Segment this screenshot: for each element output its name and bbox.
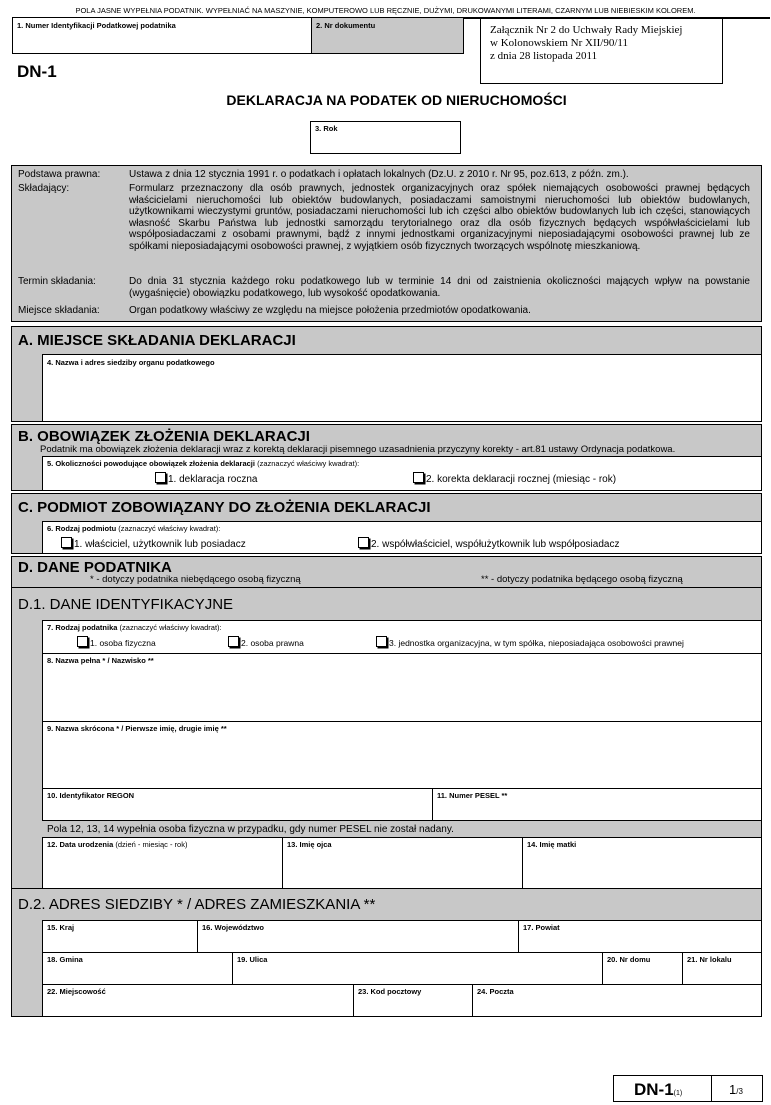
legal-basis-text: Ustawa z dnia 12 stycznia 1991 r. o podatkach i opłatach lokalnych (Dz.U. z 2010 r. Nr 95, poz.613, z późn. zm.). (129, 169, 629, 180)
page-number: 1/3 (729, 1082, 743, 1097)
pesel-label: 11. Numer PESEL ** (437, 791, 508, 800)
postal-code-label: 23. Kod pocztowy (358, 987, 422, 996)
entity-type-label: 6. Rodzaj podmiotu (zaznaczyć właściwy kwadrat): (47, 524, 221, 533)
pesel-field[interactable] (432, 788, 762, 821)
section-a (11, 326, 762, 422)
document-number-label: 2. Nr dokumentu (316, 21, 376, 30)
checkbox-icon[interactable] (376, 636, 387, 647)
regon-field[interactable] (42, 788, 433, 821)
tax-office-label: 4. Nazwa i adres siedziby organu podatkowego (47, 358, 215, 367)
divider (12, 587, 761, 588)
divider (12, 888, 761, 889)
section-b-title: B. OBOWIĄZEK ZŁOŻENIA DEKLARACJI (18, 428, 310, 445)
nip-label: 1. Numer Identyfikacji Podatkowej podatnika (17, 21, 176, 30)
nip-field[interactable] (12, 17, 312, 54)
full-name-label: 8. Nazwa pełna * / Nazwisko ** (47, 656, 154, 665)
checkbox-icon[interactable] (358, 537, 369, 548)
street-label: 19. Ulica (237, 955, 268, 964)
apartment-number-label: 21. Nr lokalu (687, 955, 732, 964)
father-name-field[interactable] (282, 837, 523, 889)
form-code: DN-1 (17, 62, 57, 81)
house-number-label: 20. Nr domu (607, 955, 651, 964)
attachment-box (480, 17, 723, 84)
checkbox-icon[interactable] (77, 636, 88, 647)
city-field[interactable] (42, 984, 354, 1017)
commune-label: 18. Gmina (47, 955, 83, 964)
annual-declaration-option[interactable]: 1. deklaracja roczna (155, 472, 258, 485)
checkbox-icon[interactable] (155, 472, 166, 483)
commune-field[interactable] (42, 952, 233, 985)
attachment-line-3: z dnia 28 listopada 2011 (490, 50, 598, 62)
filing-place-label: Miejsce składania: (18, 305, 100, 316)
page-number-box (711, 1075, 763, 1102)
father-name-label: 13. Imię ojca (287, 840, 332, 849)
document-number-field (311, 17, 464, 54)
section-c-title: C. PODMIOT ZOBOWIĄZANY DO ZŁOŻENIA DEKLARACJI (18, 499, 431, 516)
street-field[interactable] (232, 952, 603, 985)
filing-place-text: Organ podatkowy właściwy ze względu na miejsce położenia przedmiotów opodatkowania. (129, 305, 531, 316)
checkbox-icon[interactable] (228, 636, 239, 647)
deadline-label: Termin składania: (18, 276, 96, 287)
post-office-field[interactable] (472, 984, 762, 1017)
country-label: 15. Kraj (47, 923, 75, 932)
d1-title: D.1. DANE IDENTYFIKACYJNE (18, 596, 234, 613)
year-field[interactable] (310, 121, 461, 154)
birth-date-field[interactable] (42, 837, 283, 889)
fill-instruction: POLA JASNE WYPEŁNIA PODATNIK. WYPEŁNIAĆ NA MASZYNIE, KOMPUTEROWO LUB RĘCZNIE, DUŻYMI, DRUKOWANYMI LITERAMI, CZARNYM LUB NIEBIESKIM KOLOREM. (75, 6, 696, 15)
short-name-field[interactable] (42, 721, 762, 789)
voivodeship-field[interactable] (197, 920, 519, 953)
section-d-title: D. DANE PODATNIKA (18, 559, 172, 576)
entity-type-field (42, 521, 762, 554)
country-field[interactable] (42, 920, 198, 953)
filer-text: Formularz przeznaczony dla osób prawnych, jednostek organizacyjnych oraz spółek niemających osobowości prawnej będących właścicielami nieruchomości lub obiektów budowlanych, posiadaczami samoistnymi nieruchomości lub obiektów budowlanych, użytkownikami wieczystymi gruntów, posiadaczami nieruchomości lub ich części albo obiektów budowlanych lub ich części, stanowiących własność Skarbu Państwa lub jednostki samorządu terytorialnego oraz dla osób fizycznych będących współwłaścicielami lub współposiadaczami z osobami prawnymi, bądź z innymi jednostkami organizacyjnymi nieposiadającymi osobowości prawnej lub ze spółkami nieposiadającymi osobowości prawnej, z wyjątkiem osób fizycznych tworzących wspólnotę mieszkaniową. (129, 183, 750, 252)
city-label: 22. Miejscowość (47, 987, 106, 996)
checkbox-icon[interactable] (413, 472, 424, 483)
taxpayer-type-field (42, 620, 762, 654)
correction-option[interactable]: 2. korekta deklaracji rocznej (miesiąc - rok) (413, 472, 616, 485)
filer-label: Składający: (18, 183, 70, 194)
full-name-field[interactable] (42, 653, 762, 722)
section-b-note: Podatnik ma obowiązek złożenia deklaracji wraz z korektą deklaracji pisemnego uzasadnienia przyczyny korekty - art.81 ustawy Ordynacja podatkowa. (40, 444, 676, 455)
section-c (11, 493, 762, 554)
pesel-note: Pola 12, 13, 14 wypełnia osoba fizyczna w przypadku, gdy numer PESEL nie został nadany. (47, 824, 454, 835)
section-a-title: A. MIEJSCE SKŁADANIA DEKLARACJI (18, 332, 296, 349)
organizational-unit-option[interactable]: 3. jednostka organizacyjna, w tym spółka, nieposiadająca osobowości prawnej (376, 636, 684, 648)
footer-form-code: DN-1(1) (634, 1080, 683, 1099)
regon-label: 10. Identyfikator REGON (47, 791, 135, 800)
attachment-line-2: w Kolonowskiem Nr XII/90/11 (490, 37, 628, 49)
section-b (11, 424, 762, 491)
natural-person-option[interactable]: 1. osoba fizyczna (77, 636, 156, 648)
apartment-number-field[interactable] (682, 952, 762, 985)
obligation-field (42, 456, 762, 491)
legal-basis-label: Podstawa prawna: (18, 169, 101, 180)
d2-title: D.2. ADRES SIEDZIBY * / ADRES ZAMIESZKANIA ** (18, 896, 376, 913)
voivodeship-label: 16. Województwo (202, 923, 264, 932)
obligation-label: 5. Okoliczności powodujące obowiązek złożenia deklaracji (zaznaczyć właściwy kwadrat): (47, 459, 360, 468)
owner-option[interactable]: 1. właściciel, użytkownik lub posiadacz (61, 537, 246, 550)
attachment-underline (464, 17, 770, 19)
checkbox-icon[interactable] (61, 537, 72, 548)
short-name-label: 9. Nazwa skrócona * / Pierwsze imię, drugie imię ** (47, 724, 227, 733)
mother-name-label: 14. Imię matki (527, 840, 577, 849)
attachment-line-1: Załącznik Nr 2 do Uchwały Rady Miejskiej (490, 24, 683, 36)
post-office-label: 24. Poczta (477, 987, 514, 996)
info-block (11, 165, 762, 322)
tax-office-field[interactable] (42, 354, 762, 422)
co-owner-option[interactable]: 2. współwłaściciel, współużytkownik lub współposiadacz (358, 537, 619, 550)
house-number-field[interactable] (602, 952, 683, 985)
birth-date-label: 12. Data urodzenia (dzień - miesiąc - rok) (47, 840, 188, 849)
county-label: 17. Powiat (523, 923, 560, 932)
legal-person-note: * - dotyczy podatnika niebędącego osobą fizyczną (90, 574, 301, 585)
mother-name-field[interactable] (522, 837, 762, 889)
deadline-text: Do dnia 31 stycznia każdego roku podatkowego lub w terminie 14 dni od zaistnienia okoliczności mających wpływ na powstanie (wygaśnięcie) obowiązku podatkowego, lub wysokość opodatkowania. (129, 276, 750, 299)
section-d (11, 556, 762, 1017)
taxpayer-type-label: 7. Rodzaj podatnika (zaznaczyć właściwy kwadrat): (47, 623, 222, 632)
year-label: 3. Rok (315, 124, 338, 133)
county-field[interactable] (518, 920, 762, 953)
legal-person-option[interactable]: 2. osoba prawna (228, 636, 304, 648)
natural-person-note: ** - dotyczy podatnika będącego osobą fizyczną (481, 574, 683, 585)
footer-form-code-box (613, 1075, 712, 1102)
form-title: DEKLARACJA NA PODATEK OD NIERUCHOMOŚCI (226, 92, 567, 108)
postal-code-field[interactable] (353, 984, 473, 1017)
